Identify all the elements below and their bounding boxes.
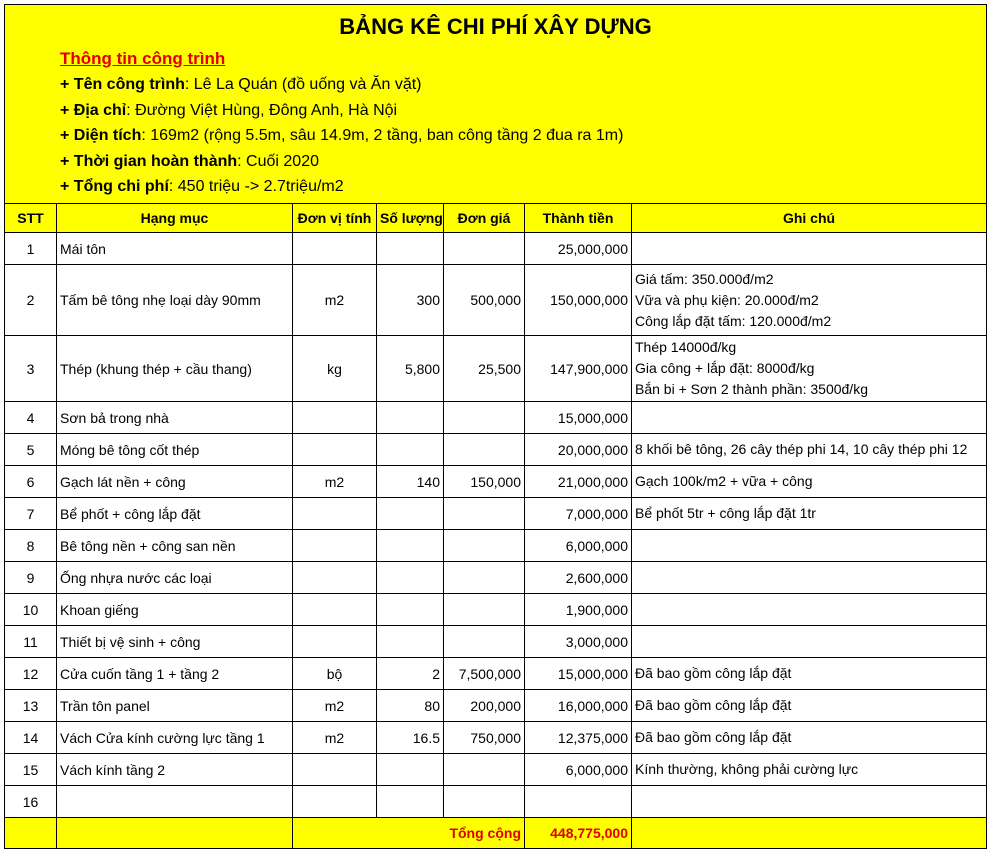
cell-amount[interactable]: 2,600,000 — [525, 562, 632, 594]
note-line: Đã bao gồm công lắp đặt — [635, 729, 792, 745]
cell-unit[interactable] — [293, 498, 377, 530]
cell-unit[interactable] — [293, 754, 377, 786]
table-row — [5, 626, 987, 658]
cell-stt[interactable]: 6 — [5, 466, 57, 498]
cell-price[interactable]: 150,000 — [444, 466, 525, 498]
cell-qty[interactable] — [377, 402, 444, 434]
cell-unit[interactable] — [293, 626, 377, 658]
cell-note[interactable] — [632, 658, 987, 690]
cell-item[interactable]: Tấm bê tông nhẹ loại dày 90mm — [57, 265, 293, 336]
cell-unit[interactable] — [293, 594, 377, 626]
cell-note[interactable] — [632, 786, 987, 818]
cell-note[interactable] — [632, 402, 987, 434]
cell-note[interactable] — [632, 336, 987, 402]
note-line: Thép 14000đ/kg — [635, 339, 737, 355]
table-row — [5, 434, 987, 466]
cell-amount[interactable]: 150,000,000 — [525, 265, 632, 336]
cell-item[interactable]: Thiết bị vệ sinh + công — [57, 626, 293, 658]
cell-qty[interactable]: 16.5 — [377, 722, 444, 754]
header-block — [5, 5, 987, 204]
table-row — [5, 336, 987, 402]
col-unit: Đơn vị tính — [293, 204, 377, 233]
cell-stt[interactable]: 12 — [5, 658, 57, 690]
cell-item[interactable]: Trần tôn panel — [57, 690, 293, 722]
cell-qty[interactable]: 140 — [377, 466, 444, 498]
cell-price[interactable]: 500,000 — [444, 265, 525, 336]
cell-amount[interactable]: 1,900,000 — [525, 594, 632, 626]
cell-price[interactable]: 200,000 — [444, 690, 525, 722]
cell-unit[interactable]: bộ — [293, 658, 377, 690]
note-line: Gạch 100k/m2 + vữa + công — [635, 473, 813, 489]
cell-stt[interactable]: 13 — [5, 690, 57, 722]
cell-item[interactable]: Khoan giếng — [57, 594, 293, 626]
cell-qty[interactable] — [377, 434, 444, 466]
info-heading: Thông tin công trình — [60, 49, 226, 68]
cell-price[interactable] — [444, 233, 525, 265]
cell-qty[interactable] — [377, 530, 444, 562]
cell-note[interactable] — [632, 530, 987, 562]
cell-item[interactable]: Sơn bả trong nhà — [57, 402, 293, 434]
cell-price[interactable] — [444, 594, 525, 626]
info-line-address: + Địa chỉ: Đường Việt Hùng, Đông Anh, Hà Nội — [60, 101, 398, 119]
cell-amount[interactable]: 3,000,000 — [525, 626, 632, 658]
table-row — [5, 265, 987, 336]
note-line: Giá tấm: 350.000đ/m2 — [635, 270, 774, 287]
total-label: Tổng cộng — [293, 818, 525, 849]
table-row — [5, 233, 987, 265]
col-qty: Số lượng — [377, 204, 444, 233]
cell-stt[interactable]: 9 — [5, 562, 57, 594]
table-row — [5, 722, 987, 754]
table-row — [5, 530, 987, 562]
cell-qty[interactable]: 2 — [377, 658, 444, 690]
cell-stt[interactable]: 5 — [5, 434, 57, 466]
cell-note[interactable] — [632, 562, 987, 594]
info-line-total-cost: + Tổng chi phí: 450 triệu -> 2.7triệu/m2 — [60, 178, 344, 195]
cell-price[interactable] — [444, 754, 525, 786]
cell-unit[interactable]: kg — [293, 336, 377, 402]
cell-unit[interactable] — [293, 402, 377, 434]
cell-stt[interactable]: 2 — [5, 265, 57, 336]
column-header-row — [5, 204, 987, 233]
cell-amount[interactable]: 16,000,000 — [525, 690, 632, 722]
sheet-title: BẢNG KÊ CHI PHÍ XÂY DỰNG — [339, 14, 652, 39]
info-line-name: + Tên công trình: Lê La Quán (đồ uống và Ăn vặt) — [60, 76, 422, 93]
cell-stt[interactable]: 11 — [5, 626, 57, 658]
note-line: Công lắp đặt tấm: 120.000đ/m2 — [635, 312, 832, 329]
cell-price[interactable] — [444, 786, 525, 818]
col-note: Ghi chú — [632, 204, 987, 233]
table-row — [5, 402, 987, 434]
cell-qty[interactable] — [377, 498, 444, 530]
cell-amount[interactable]: 147,900,000 — [525, 336, 632, 402]
cell-qty[interactable] — [377, 562, 444, 594]
cell-note[interactable] — [632, 265, 987, 336]
note-line: Vữa và phụ kiện: 20.000đ/m2 — [635, 291, 819, 308]
cell-note[interactable] — [632, 466, 987, 498]
cell-unit[interactable]: m2 — [293, 722, 377, 754]
cell-note[interactable] — [632, 722, 987, 754]
cell-price[interactable] — [444, 498, 525, 530]
cell-item[interactable]: Thép (khung thép + cầu thang) — [57, 336, 293, 402]
col-amount: Thành tiền — [525, 204, 632, 233]
total-blank-cell — [632, 818, 987, 849]
cell-qty[interactable] — [377, 754, 444, 786]
cell-item[interactable]: Bê tông nền + công san nền — [57, 530, 293, 562]
cell-qty[interactable] — [377, 626, 444, 658]
note-line: Kính thường, không phải cường lực — [635, 761, 859, 777]
cell-price[interactable]: 7,500,000 — [444, 658, 525, 690]
cell-item[interactable]: Gạch lát nền + công — [57, 466, 293, 498]
cell-qty[interactable]: 5,800 — [377, 336, 444, 402]
cell-amount[interactable]: 15,000,000 — [525, 658, 632, 690]
note-line: Bắn bi + Sơn 2 thành phần: 3500đ/kg — [635, 381, 868, 397]
cell-item[interactable]: Ống nhựa nước các loại — [57, 562, 293, 594]
note-line: Đã bao gồm công lắp đặt — [635, 697, 792, 713]
cell-amount[interactable]: 20,000,000 — [525, 434, 632, 466]
cell-price[interactable]: 750,000 — [444, 722, 525, 754]
cell-amount[interactable]: 12,375,000 — [525, 722, 632, 754]
cell-stt[interactable]: 1 — [5, 233, 57, 265]
cell-price[interactable] — [444, 562, 525, 594]
total-value: 448,775,000 — [525, 818, 632, 849]
table-row — [5, 690, 987, 722]
cell-note[interactable] — [632, 626, 987, 658]
col-stt: STT — [5, 204, 57, 233]
cell-item[interactable]: Vách Cửa kính cường lực tầng 1 — [57, 722, 293, 754]
table-row — [5, 498, 987, 530]
cell-unit[interactable] — [293, 786, 377, 818]
cell-stt[interactable]: 4 — [5, 402, 57, 434]
cell-amount[interactable]: 6,000,000 — [525, 754, 632, 786]
cell-price[interactable] — [444, 530, 525, 562]
cell-unit[interactable] — [293, 434, 377, 466]
cell-note[interactable] — [632, 233, 987, 265]
cell-item[interactable]: Vách kính tầng 2 — [57, 754, 293, 786]
cell-price[interactable] — [444, 626, 525, 658]
cell-amount[interactable]: 15,000,000 — [525, 402, 632, 434]
cell-item[interactable]: Bể phốt + công lắp đặt — [57, 498, 293, 530]
total-row — [5, 818, 987, 849]
cell-item[interactable]: Mái tôn — [57, 233, 293, 265]
info-line-completion: + Thời gian hoàn thành: Cuối 2020 — [60, 152, 319, 170]
cell-unit[interactable] — [293, 233, 377, 265]
cell-stt[interactable]: 7 — [5, 498, 57, 530]
info-line-area: + Diện tích: 169m2 (rộng 5.5m, sâu 14.9m, 2 tầng, ban công tầng 2 đua ra 1m) — [60, 127, 624, 144]
cost-table — [4, 4, 987, 849]
cell-stt[interactable]: 8 — [5, 530, 57, 562]
cell-price[interactable]: 25,500 — [444, 336, 525, 402]
cell-item[interactable]: Móng bê tông cốt thép — [57, 434, 293, 466]
cell-note[interactable] — [632, 754, 987, 786]
table-row — [5, 786, 987, 818]
note-line: Gia công + lắp đặt: 8000đ/kg — [635, 360, 815, 376]
cell-item[interactable] — [57, 786, 293, 818]
col-price: Đơn giá — [444, 204, 525, 233]
cell-note[interactable] — [632, 594, 987, 626]
table-row — [5, 466, 987, 498]
cell-note[interactable] — [632, 434, 987, 466]
cell-stt[interactable]: 16 — [5, 786, 57, 818]
col-item: Hạng mục — [57, 204, 293, 233]
project-info — [5, 46, 986, 200]
note-line: Đã bao gồm công lắp đặt — [635, 665, 792, 681]
cell-amount[interactable]: 21,000,000 — [525, 466, 632, 498]
total-blank-cell — [57, 818, 293, 849]
total-blank-cell — [5, 818, 57, 849]
cell-item[interactable]: Cửa cuốn tầng 1 + tầng 2 — [57, 658, 293, 690]
cell-stt[interactable]: 14 — [5, 722, 57, 754]
cell-unit[interactable]: m2 — [293, 690, 377, 722]
cell-qty[interactable] — [377, 594, 444, 626]
cell-stt[interactable]: 10 — [5, 594, 57, 626]
cell-amount[interactable]: 6,000,000 — [525, 530, 632, 562]
cell-amount[interactable] — [525, 786, 632, 818]
cell-amount[interactable]: 25,000,000 — [525, 233, 632, 265]
cell-price[interactable] — [444, 434, 525, 466]
cell-amount[interactable]: 7,000,000 — [525, 498, 632, 530]
cell-qty[interactable]: 80 — [377, 690, 444, 722]
cell-unit[interactable]: m2 — [293, 466, 377, 498]
note-line: Bể phốt 5tr + công lắp đặt 1tr — [635, 505, 816, 521]
cell-price[interactable] — [444, 402, 525, 434]
table-row — [5, 658, 987, 690]
note-line: 8 khối bê tông, 26 cây thép phi 14, 10 cây thép phi 12 — [635, 441, 968, 457]
cell-note[interactable] — [632, 690, 987, 722]
cell-qty[interactable] — [377, 233, 444, 265]
cell-qty[interactable] — [377, 786, 444, 818]
cell-note[interactable] — [632, 498, 987, 530]
cell-unit[interactable]: m2 — [293, 265, 377, 336]
cell-unit[interactable] — [293, 562, 377, 594]
cell-qty[interactable]: 300 — [377, 265, 444, 336]
table-row — [5, 754, 987, 786]
table-row — [5, 594, 987, 626]
cell-stt[interactable]: 15 — [5, 754, 57, 786]
table-row — [5, 562, 987, 594]
cell-unit[interactable] — [293, 530, 377, 562]
cell-stt[interactable]: 3 — [5, 336, 57, 402]
